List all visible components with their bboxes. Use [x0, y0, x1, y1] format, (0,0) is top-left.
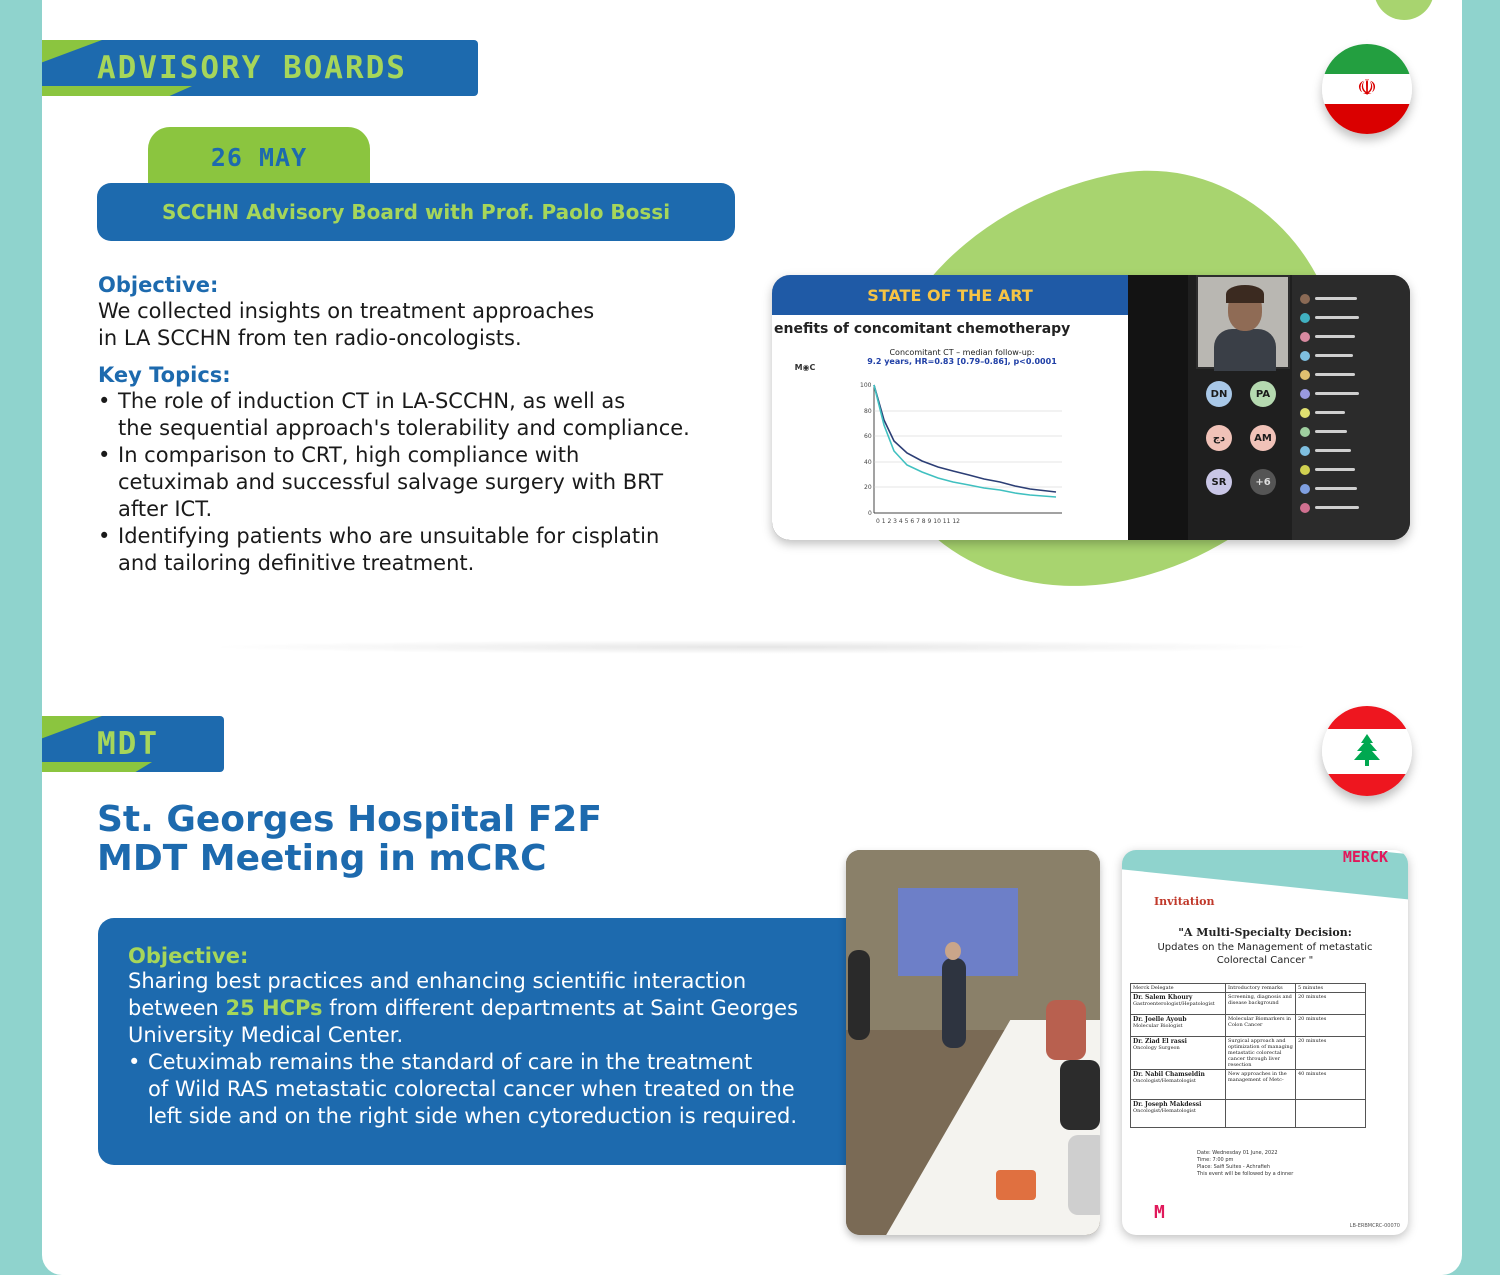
participant-avatar: SR — [1206, 469, 1232, 495]
merck-logo-text: MERCK — [1342, 850, 1388, 866]
bullet-line: of Wild RAS metastatic colorectal cancer when treated on the — [148, 1077, 795, 1101]
merck-m-logo-icon: M — [1154, 1202, 1165, 1223]
invitation-label: Invitation — [1154, 895, 1215, 908]
date-tab: 26 MAY — [148, 127, 370, 189]
document-code: LB-ERBMCRC-00070 — [1349, 1223, 1400, 1229]
page — [42, 0, 1462, 1275]
topic-line: • The role of induction CT in LA-SCCHN, as well as — [118, 389, 626, 413]
topic-line: • In comparison to CRT, high compliance with — [118, 443, 580, 467]
table-row: Dr. Salem Khoury Gastroenterologist/Hepatologist Screening, diagnosis and disease background 20 minutes — [1131, 993, 1366, 1015]
topic-item — [98, 523, 748, 577]
attendee — [848, 950, 870, 1040]
objective-line: Sharing best practices and enhancing scientific interaction — [128, 969, 747, 993]
topic-item — [98, 388, 748, 442]
svg-text:60: 60 — [864, 433, 872, 440]
table-row: Dr. Ziad El rassi Oncology Surgeon Surgical approach and optimization of managing metastatic colorectal cancer through liver resection 20 minutes — [1131, 1037, 1366, 1070]
participants-panel — [1292, 275, 1410, 540]
mdt-bullet — [128, 1049, 850, 1130]
screen-dark-area — [1128, 275, 1188, 540]
title-line: MDT Meeting in mCRC — [97, 838, 547, 879]
mdt-title — [97, 800, 602, 878]
svg-text:40: 40 — [864, 459, 872, 466]
title-line: St. Georges Hospital F2F — [97, 799, 602, 840]
objective-line: in LA SCCHN from ten radio-oncologists. — [98, 326, 522, 350]
presenter — [942, 958, 966, 1048]
table-row: Dr. Joelle Ayoub Molecular Biologist Molecular Biomarkers in Colon Cancer 20 minutes — [1131, 1015, 1366, 1037]
presenter-head — [945, 942, 961, 960]
slide-subtitle: enefits of concomitant chemotherapy — [774, 321, 1071, 337]
bullet-line: left side and on the right side when cytoreduction is required. — [148, 1104, 798, 1128]
presentation-slide — [772, 275, 1128, 540]
invitation-card — [1122, 850, 1408, 1235]
svg-text:0 1 2 3 4 5 6 7 8 9 10 11 12: 0 1 2 3 4 5 6 7 8 9 10 11 12 — [876, 518, 960, 525]
topic-line: cetuximab and successful salvage surgery with BRT — [118, 470, 664, 494]
iran-flag-icon: ☫ — [1322, 44, 1412, 134]
booklet — [996, 1170, 1036, 1200]
topic-line: the sequential approach's tolerability and compliance. — [118, 416, 690, 440]
board-title: SCCHN Advisory Board with Prof. Paolo Bossi — [97, 183, 735, 241]
key-topics-heading: Key Topics: — [98, 363, 231, 387]
bullet-line: • Cetuximab remains the standard of care in the treatment — [148, 1050, 753, 1074]
topic-line: after ICT. — [118, 497, 213, 521]
topic-line: • Identifying patients who are unsuitable for cisplatin — [118, 524, 660, 548]
cedar-icon — [1347, 731, 1387, 771]
invitation-footer: Date: Wednesday 01 June, 2022 Time: 7:00 pm Place: Saifi Suites - Achrafieh This event will be followed by a dinner — [1197, 1150, 1294, 1177]
participant-avatar: DN — [1206, 381, 1232, 407]
meeting-photo — [846, 850, 1100, 1235]
slide-header: STATE OF THE ART — [772, 275, 1128, 315]
table-row: Dr. Joseph Makdessi Oncologist/Hematologist — [1131, 1100, 1366, 1128]
speaker-video — [1196, 275, 1290, 369]
svg-text:20: 20 — [864, 484, 872, 491]
attendee — [1060, 1060, 1100, 1130]
attendee — [1046, 1000, 1086, 1060]
advisory-objective — [98, 272, 748, 577]
lebanon-flag-icon — [1322, 706, 1412, 796]
objective-line: University Medical Center. — [128, 1023, 404, 1047]
topic-line: and tailoring definitive treatment. — [118, 551, 475, 575]
objective-line: We collected insights on treatment approaches — [98, 299, 595, 323]
svg-text:80: 80 — [864, 408, 872, 415]
topic-item — [98, 442, 748, 523]
objective-heading: Objective: — [128, 944, 249, 968]
agenda-table — [1130, 983, 1366, 1128]
decorative-circle — [1374, 0, 1434, 20]
survival-chart — [772, 275, 1128, 540]
invitation-title: "A Multi-Specialty Decision: — [1178, 926, 1352, 939]
svg-text:100: 100 — [860, 382, 872, 389]
participant-avatar: PA — [1250, 381, 1276, 407]
mdt-objective-box — [98, 918, 850, 1165]
group-logo-icon: M◉C — [794, 362, 816, 372]
objective-heading: Objective: — [98, 273, 219, 297]
slide-caption: Concomitant CT – median follow-up: 9.2 years, HR=0.83 [0.79–0.86], p<0.0001 — [867, 348, 1057, 366]
svg-text:0: 0 — [868, 510, 872, 517]
objective-line: between 25 HCPs from different departments at Saint Georges — [128, 996, 799, 1020]
tag-underline — [42, 86, 192, 96]
table-row: Merck Delegate Introductory remarks 5 minutes — [1131, 984, 1366, 993]
invitation-subtitle: Updates on the Management of metastatic Colorectal Cancer " — [1157, 942, 1373, 966]
meeting-screenshot — [772, 275, 1410, 540]
attendee — [1068, 1135, 1100, 1215]
section-divider — [202, 640, 1322, 654]
section-label: ADVISORY BOARDS — [97, 50, 407, 86]
participant-avatar: دج — [1206, 425, 1232, 451]
hcp-count: 25 HCPs — [225, 996, 323, 1020]
section-label: MDT — [97, 726, 159, 762]
table-row: Dr. Nabil Chamseldin Oncologist/Hematologist New approaches in the management of Metc- 40 minutes — [1131, 1070, 1366, 1100]
participant-avatar: AM — [1250, 425, 1276, 451]
participant-avatar: +6 — [1250, 469, 1276, 495]
tag-underline — [42, 762, 152, 772]
